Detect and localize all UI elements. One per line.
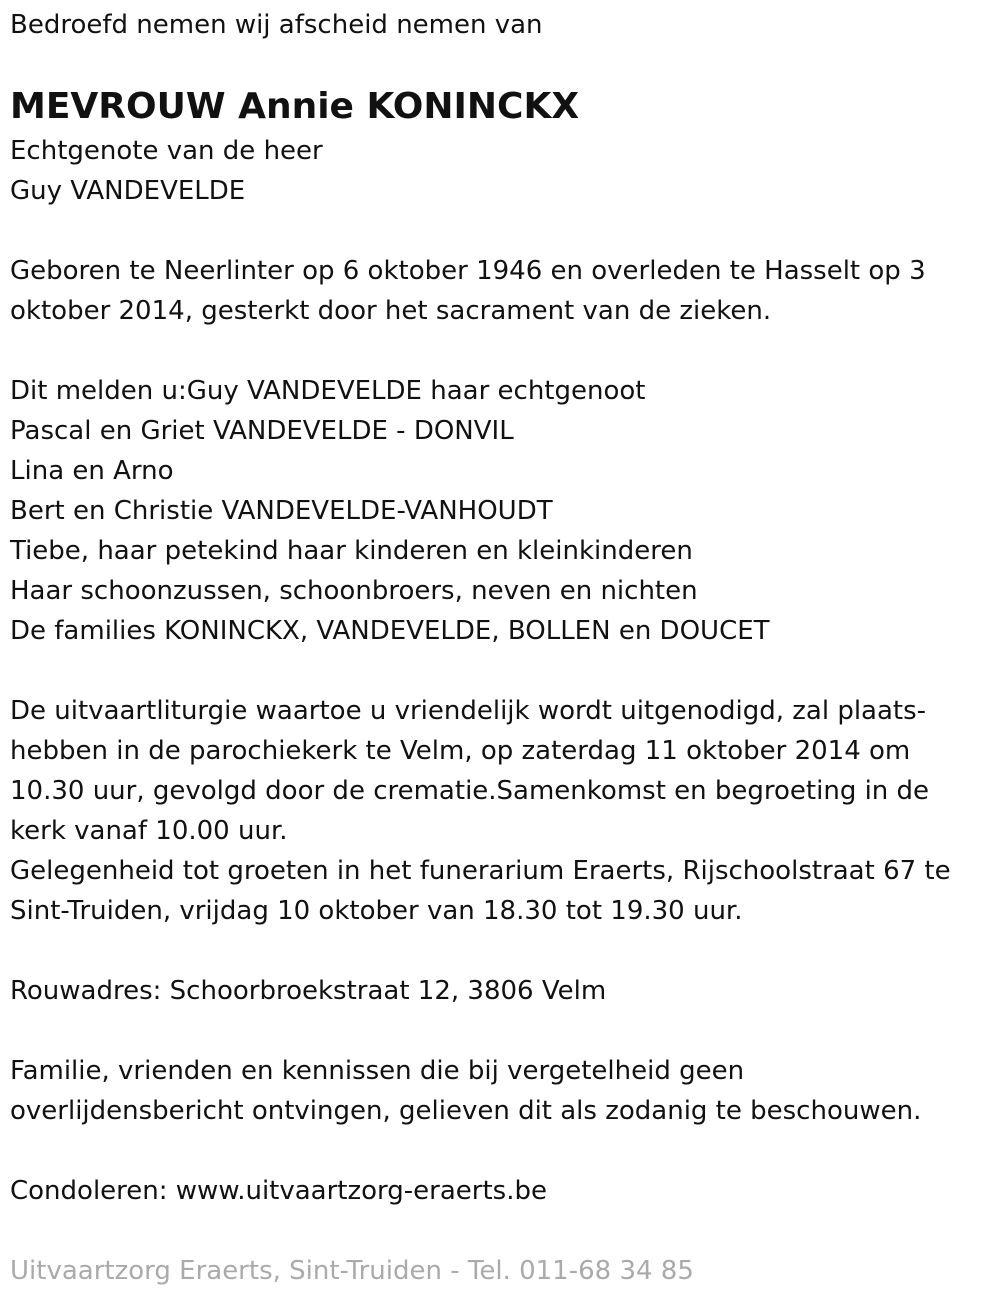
birth-death-line: oktober 2014, gesterkt door het sacrament van de zieken. bbox=[10, 296, 772, 326]
spacer bbox=[10, 651, 990, 691]
funeral-line: Sint-Truiden, vrijdag 10 oktober van 18.30 tot 19.30 uur. bbox=[10, 896, 743, 926]
family-line: Tiebe, haar petekind haar kinderen en kleinkinderen bbox=[10, 536, 693, 566]
relation-line-2: Guy VANDEVELDE bbox=[10, 176, 246, 206]
notice-paragraph bbox=[10, 1051, 990, 1131]
notice-line: overlijdensbericht ontvingen, gelieven dit als zodanig te beschouwen. bbox=[10, 1096, 922, 1126]
funeral-home-footer: Uitvaartzorg Eraerts, Sint-Truiden - Tel. 011-68 34 85 bbox=[10, 1256, 694, 1286]
family-line: Pascal en Griet VANDEVELDE - DONVIL bbox=[10, 416, 514, 446]
funeral-paragraph bbox=[10, 691, 990, 931]
notice-line: Familie, vrienden en kennissen die bij vergetelheid geen bbox=[10, 1056, 745, 1086]
funeral-line: kerk vanaf 10.00 uur. bbox=[10, 816, 288, 846]
funeral-line: hebben in de parochiekerk te Velm, op zaterdag 11 oktober 2014 om bbox=[10, 736, 911, 766]
birth-death-line: Geboren te Neerlinter op 6 oktober 1946 en overleden te Hasselt op 3 bbox=[10, 256, 926, 286]
family-line: Lina en Arno bbox=[10, 456, 174, 486]
family-list bbox=[10, 371, 990, 651]
intro-text: Bedroefd nemen wij afscheid nemen van bbox=[10, 10, 543, 40]
funeral-line: 10.30 uur, gevolgd door de crematie.Samenkomst en begroeting in de bbox=[10, 776, 930, 806]
spacer bbox=[10, 931, 990, 971]
family-line: Bert en Christie VANDEVELDE-VANHOUDT bbox=[10, 496, 553, 526]
obituary-notice bbox=[10, 0, 990, 1291]
spacer bbox=[10, 1211, 990, 1251]
spacer bbox=[10, 331, 990, 371]
family-line: Haar schoonzussen, schoonbroers, neven en nichten bbox=[10, 576, 698, 606]
spacer bbox=[10, 1131, 990, 1171]
deceased-name: MEVROUW Annie KONINCKX bbox=[10, 86, 580, 127]
funeral-line: De uitvaartliturgie waartoe u vriendelijk wordt uitgenodigd, zal plaats- bbox=[10, 696, 927, 726]
mourning-address: Rouwadres: Schoorbroekstraat 12, 3806 Velm bbox=[10, 976, 607, 1006]
family-line: De families KONINCKX, VANDEVELDE, BOLLEN en DOUCET bbox=[10, 616, 770, 646]
spacer bbox=[10, 1011, 990, 1051]
condolences-line: Condoleren: www.uitvaartzorg-eraerts.be bbox=[10, 1176, 547, 1206]
birth-death-paragraph bbox=[10, 251, 990, 331]
family-line: Dit melden u:Guy VANDEVELDE haar echtgenoot bbox=[10, 376, 646, 406]
funeral-line: Gelegenheid tot groeten in het funerarium Eraerts, Rijschoolstraat 67 te bbox=[10, 856, 951, 886]
relation-line-1: Echtgenote van de heer bbox=[10, 136, 323, 166]
spacer bbox=[10, 211, 990, 251]
